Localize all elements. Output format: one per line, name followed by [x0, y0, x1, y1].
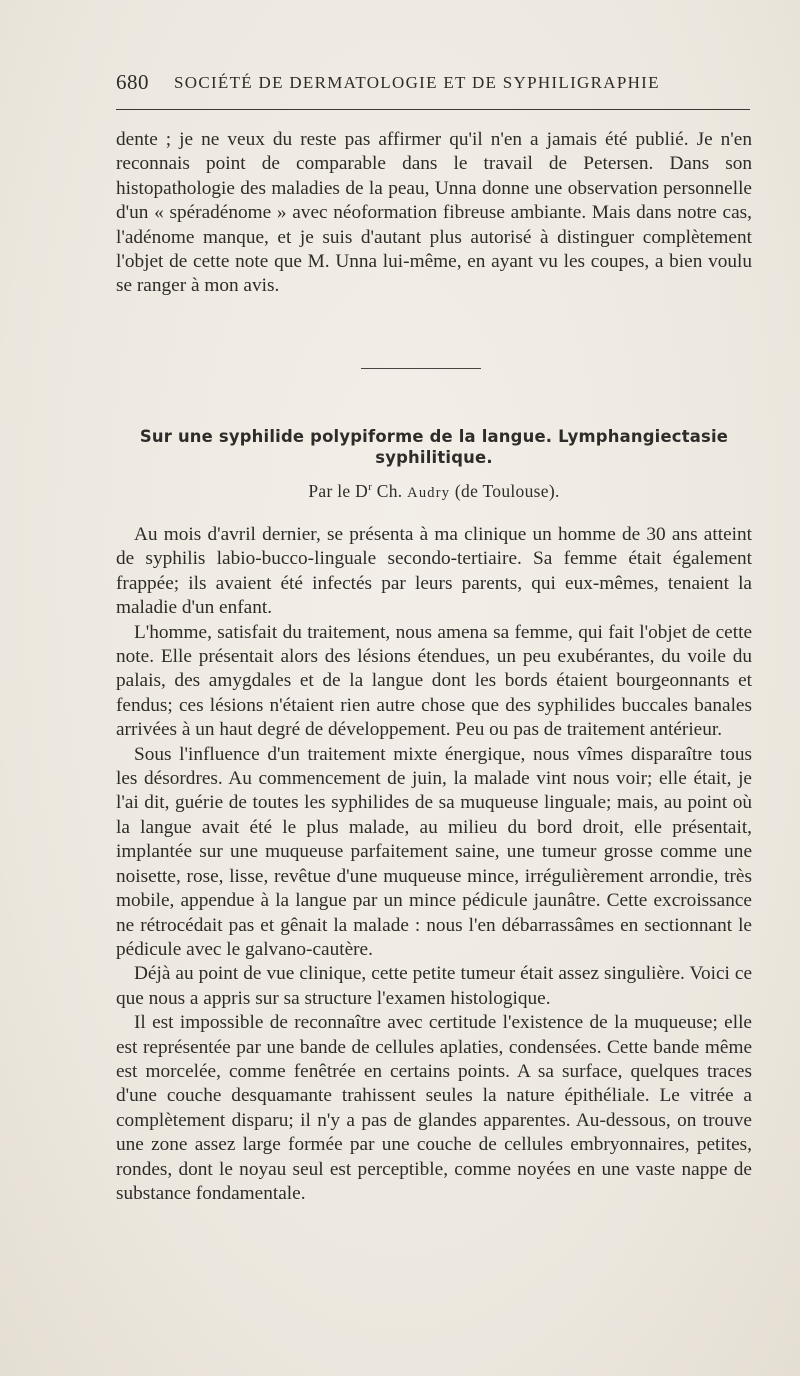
header-rule	[116, 109, 750, 110]
byline-superscript: r	[368, 481, 373, 493]
body-paragraph: L'homme, satisfait du traitement, nous amena sa femme, qui fait l'objet de cette note. Elle présentait alors des lésions étendues, un peu exubérantes, du voile du palais, des amygdales et de la langue dont les bords étaient bourgeonnants et fendus; ces lésions n'étaient rien autre chose que des syphilides buccales banales arrivées à un haut degré de développement. Peu ou pas de traitement antérieur.	[116, 621, 752, 741]
author-name: Audry	[407, 485, 451, 501]
byline-first-name: Ch.	[376, 481, 403, 501]
byline-affiliation: (de Toulouse).	[454, 481, 560, 501]
article-title-line-1: Sur une syphilide polypiforme de la langue. Lymphangiectasie	[139, 427, 729, 446]
body-paragraph: Sous l'influence d'un traitement mixte énergique, nous vîmes disparaître tous les désordres. Au commencement de juin, la malade vint nous voir; elle était, je l'ai dit, guérie de toutes les syphilides de sa muqueuse linguale; mais, au point où la langue avait été le plus malade, au milieu du bord droit, elle présentait, implantée sur une muqueuse parfaitement saine, une tumeur grosse comme une noisette, rose, lisse, revêtue d'une muqueuse mince, irrégulièrement arrondie, très mobile, appendue à la langue par un mince pédicule jaunâtre. Cette excroissance ne rétrocédait pas et gênait la malade : nous l'en débarrassâmes en sectionnant le pédicule avec le galvano-cautère.	[116, 743, 752, 960]
body-paragraph: Il est impossible de reconnaître avec certitude l'existence de la muqueuse; elle est représentée par une bande de cellules aplaties, condensées. Cette bande même est morcelée, comme fenêtrée en certains points. A sa surface, quelques traces d'une couche desquamante trahissent seules la nature épithéliale. Le vitrée a complètement disparu; il n'y a pas de glandes apparentes. Au-dessous, on trouve une zone assez large formée par une couche de cellules embryonnaires, petites, rondes, dont le noyau seul est perceptible, comme noyées en une vaste nappe de substance fondamentale.	[116, 1012, 752, 1204]
article-body	[116, 523, 752, 1206]
byline	[116, 481, 752, 502]
page-header	[116, 70, 752, 100]
continuation-paragraph: dente ; je ne veux du reste pas affirmer qu'il n'en a jamais été publié. Je n'en reconnais point de comparable dans le travail de Petersen. Dans son histopathologie des maladies de la peau, Unna donne une observation personnelle d'un « spéradénome » avec néoformation fibreuse ambiante. Mais dans notre cas, l'adénome manque, et je suis d'autant plus autorisé à distinguer complètement l'objet de cette note que M. Unna lui-même, en ayant vu les coupes, a bien voulu se ranger à mon avis.	[116, 129, 752, 297]
article-title-line-2: syphilitique.	[375, 448, 493, 467]
byline-prefix: Par le D	[308, 481, 369, 501]
page-number: 680	[116, 70, 149, 94]
body-paragraph: Au mois d'avril dernier, se présenta à ma clinique un homme de 30 ans atteint de syphilis labio-bucco-linguale secondo-tertiaire. Sa femme était également frappée; ils avaient été infectés par leurs parents, qui eux-mêmes, tenaient la maladie d'un enfant.	[116, 524, 752, 619]
body-paragraph: Déjà au point de vue clinique, cette petite tumeur était assez singulière. Voici ce que nous a appris sur sa structure l'examen histologique.	[116, 963, 752, 1009]
running-title: SOCIÉTÉ DE DERMATOLOGIE ET DE SYPHILIGRAPHIE	[174, 73, 660, 92]
section-separator	[361, 368, 481, 369]
article-title	[116, 426, 752, 468]
previous-article-ending	[116, 128, 752, 299]
